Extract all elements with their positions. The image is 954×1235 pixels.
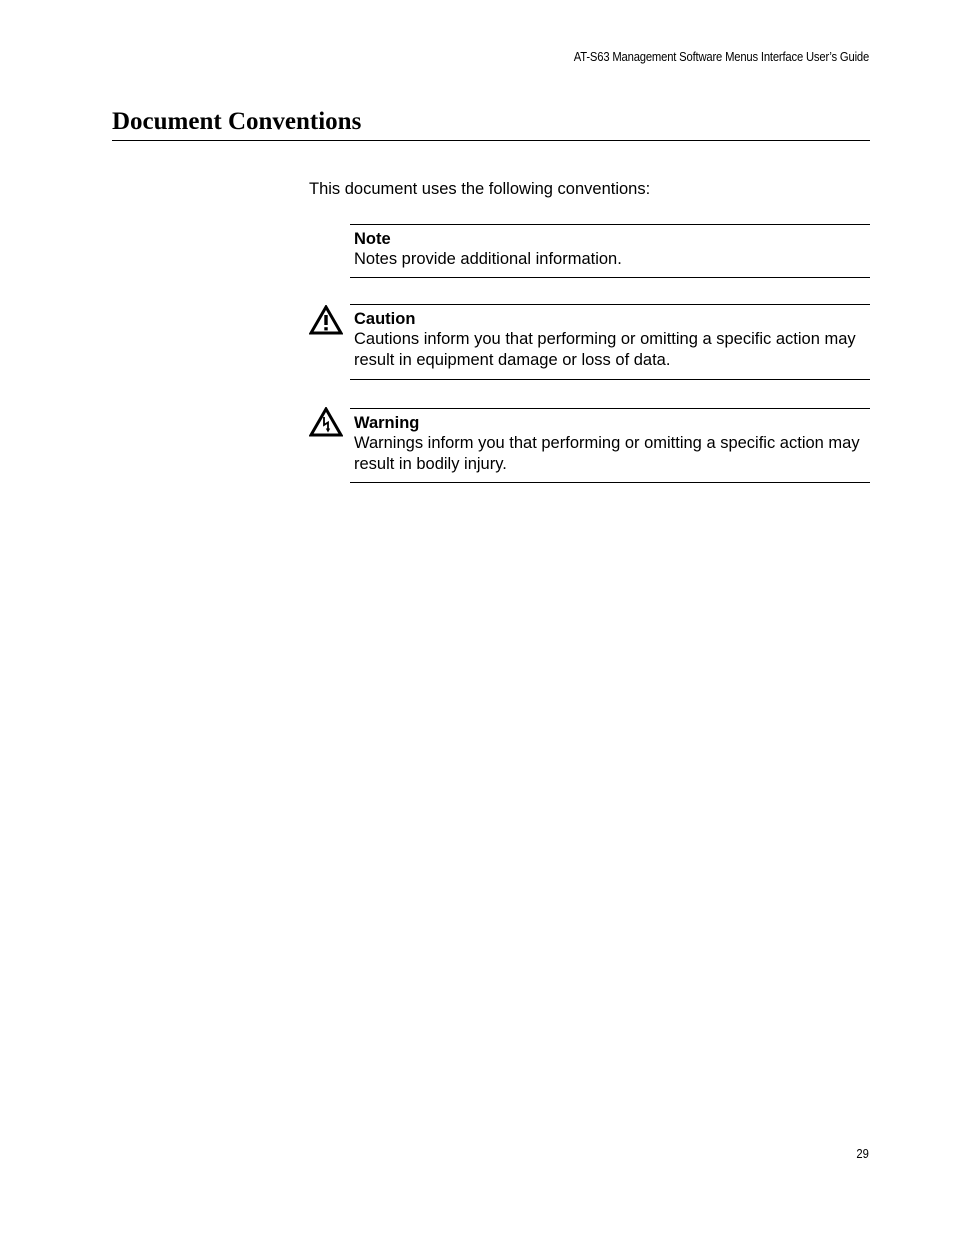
- note-callout: [350, 224, 870, 278]
- electric-warning-triangle-icon: [309, 407, 343, 437]
- caution-heading: Caution: [354, 310, 416, 328]
- note-text: Notes provide additional information.: [354, 250, 622, 268]
- intro-paragraph: This document uses the following conventions:: [309, 180, 651, 198]
- page-title: Document Conventions: [112, 108, 362, 135]
- warning-text: Warnings inform you that performing or omitting a specific action may result in bodily injury.: [354, 434, 860, 473]
- caution-callout: [350, 304, 870, 380]
- title-rule: [112, 140, 870, 141]
- warning-callout: [350, 408, 870, 483]
- caution-triangle-icon: [309, 305, 343, 335]
- running-header: AT-S63 Management Software Menus Interface User’s Guide: [573, 50, 869, 64]
- caution-text: Cautions inform you that performing or omitting a specific action may result in equipment damage or loss of data.: [354, 330, 856, 369]
- note-heading: Note: [354, 230, 391, 248]
- page-number: 29: [856, 1147, 869, 1161]
- warning-heading: Warning: [354, 414, 420, 432]
